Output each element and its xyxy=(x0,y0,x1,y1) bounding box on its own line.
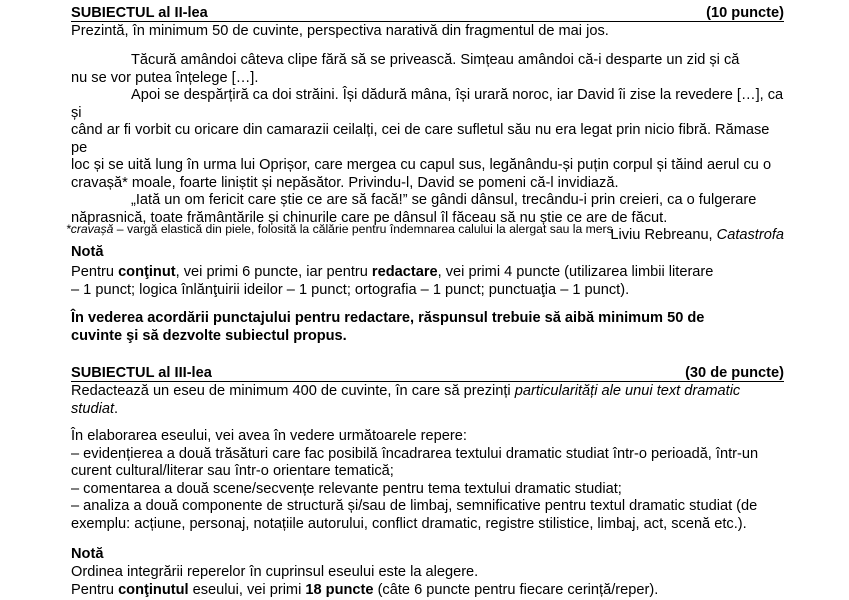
work-title: Catastrofa xyxy=(716,227,784,243)
text-run: Redactează un eseu de minimum 400 de cuvinte, în care să prezinți xyxy=(71,383,515,399)
section-2-points: (10 puncte) xyxy=(706,5,784,21)
reper-line: – comentarea a două scene/secvențe relevante pentru tema textului dramatic studiat; xyxy=(71,480,622,497)
excerpt-line: Tăcură amândoi câteva clipe fără să se privească. Simțeau amândoi că-i desparte un zid și că xyxy=(131,52,740,68)
section-3-points: (30 de puncte) xyxy=(685,365,784,381)
reper-line: – analiza a două componente de structură și/sau de limbaj, semnificative pentru textul dramatic studiat (de xyxy=(71,498,758,514)
nota-3-line xyxy=(71,582,784,600)
text-run: , vei primi 6 puncte, iar pentru xyxy=(175,264,372,280)
section-3-instruction xyxy=(71,383,784,418)
reper-line: exemplu: acțiune, personaj, notațiile autorului, conflict dramatic, registre stilistice, limbaj, act, scenă etc.). xyxy=(71,515,747,532)
section-3-title: SUBIECTUL al III-lea xyxy=(71,365,212,381)
text-run: Pentru xyxy=(71,264,119,280)
text-run-bold: conţinut xyxy=(118,264,176,280)
author-name: Liviu Rebreanu, xyxy=(610,227,717,243)
text-run-bold: conţinutul xyxy=(118,581,189,598)
nota-2-title-text: Notă xyxy=(71,244,104,260)
excerpt-line: Apoi se despărțiră ca doi străini. Își dădură mâna, își urară noroc, iar David îi zise la revedere […], ca și xyxy=(71,87,784,121)
text-run-italic: studiat xyxy=(71,400,114,417)
excerpt-line: „Iată un om fericit care știe ce are să facă!” se gândi dânsul, trecându-i prin creieri, ca o fulgerare xyxy=(131,192,757,208)
text-run: Pentru xyxy=(71,581,119,598)
footnote-term: *cravașă xyxy=(66,222,114,236)
text-run: , vei primi 4 puncte (utilizarea limbii literare xyxy=(437,264,714,280)
repere-intro: În elaborarea eseului, vei avea în vedere următoarele repere: xyxy=(71,428,467,444)
instruction-line xyxy=(71,383,784,401)
excerpt-line: nu se vor putea înțelege […]. xyxy=(71,69,259,86)
excerpt-line: când ar fi vorbit cu oricare din camarazii ceilalți, cei de care sufletul său nu era legat prin nicio fibră. Rămase pe xyxy=(71,122,770,156)
nota-2-line: – 1 punct; logica înlănţuirii ideilor – 1 punct; ortografia – 1 punct; punctuaţia – 1 punct). xyxy=(71,281,630,298)
nota-2-title xyxy=(71,244,784,262)
requirement-line: În vederea acordării punctajului pentru redactare, răspunsul trebuie să aibă minimum 50 de xyxy=(71,310,705,326)
reper-line: – evidențierea a două trăsături care fac posibilă încadrarea textului dramatic studiat într-o perioadă, într-un xyxy=(71,445,759,462)
section-3-header xyxy=(71,365,784,382)
instruction-line xyxy=(71,401,784,419)
nota-3-title-text: Notă xyxy=(71,546,104,562)
excerpt xyxy=(71,52,784,245)
nota-2-line xyxy=(71,264,784,282)
repere-list xyxy=(71,428,784,533)
text-run-bold: 18 puncte xyxy=(305,581,374,598)
footnote-text: – vargă elastică din piele, folosită la călărie pentru îndemnarea calului la alergat sau la mers xyxy=(113,222,613,236)
text-run: (câte 6 puncte pentru fiecare cerință/reper). xyxy=(373,581,659,598)
excerpt-line: cravașă* moale, foarte liniștit și nepăsător. Privindu-l, David se pomeni că-l invidiază. xyxy=(71,174,619,191)
nota-3-line: Ordinea integrării reperelor în cuprinsul eseului este la alegere. xyxy=(71,564,479,580)
text-run-bold: redactare xyxy=(371,264,438,280)
reper-line: curent cultural/literar sau într-o orientare tematică; xyxy=(71,463,394,479)
nota-2-body xyxy=(71,264,784,299)
text-run: eseului, vei primi xyxy=(188,581,306,598)
text-run: . xyxy=(114,400,119,417)
requirement-line: cuvinte şi să dezvolte subiectul propus. xyxy=(71,327,347,344)
section-2-header xyxy=(71,5,784,22)
section-2-instruction: Prezintă, în minimum 50 de cuvinte, perspectiva narativă din fragmentul de mai jos. xyxy=(71,23,609,39)
excerpt-line: loc și se uită lung în urma lui Oprișor, care mergea cu capul sus, legănându-și puțin corpul și tăind aerul cu o xyxy=(71,157,772,173)
nota-3-title xyxy=(71,546,784,564)
footnote xyxy=(66,222,786,237)
redactare-requirement xyxy=(71,310,784,345)
nota-3-body xyxy=(71,564,784,599)
section-2-title: SUBIECTUL al II-lea xyxy=(71,5,208,21)
excerpt-line: năprasnică, toate frământările și chinurile care pe dânsul îl făceau să nu știe ce are de făcut. xyxy=(71,209,668,226)
text-run-italic: particularități ale unui text dramatic xyxy=(514,383,741,399)
